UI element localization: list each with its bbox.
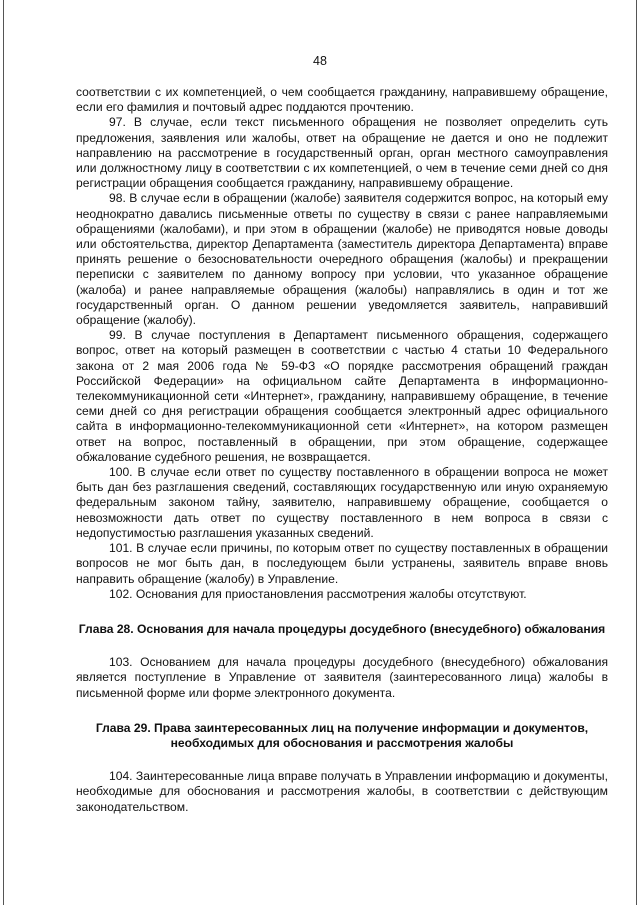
paragraph-continuation: соответствии с их компетенцией, о чем сообщается гражданину, направившему обращение, если его фамилия и почтовый адрес поддаются прочтению. bbox=[76, 85, 608, 115]
paragraph-101: 101. В случае если причины, по которым ответ по существу поставленных в обращении вопросов не мог быть дан, в последующем были устранены, заявитель вправе вновь направить обращение (жалобу) в Управление. bbox=[76, 541, 608, 586]
page-edge-left bbox=[3, 0, 4, 905]
chapter-28-heading: Глава 28. Основания для начала процедуры досудебного (внесудебного) обжалования bbox=[78, 621, 606, 636]
paragraph-100: 100. В случае если ответ по существу поставленного в обращении вопроса не может быть дан без разглашения сведений, составляющих государственную или иную охраняемую федеральным законом тайну, заявителю, направившему обращение, сообщается о невозможности дать ответ по существу поставленного в нем вопроса в связи с недопустимостью разглашения указанных сведений. bbox=[76, 465, 608, 540]
paragraph-99: 99. В случае поступления в Департамент письменного обращения, содержащего вопрос, ответ на который размещен в соответствии с частью 4 статьи 10 Федерального закона от 2 мая 2006 года № 59-ФЗ «О порядке рассмотрения обращений граждан Российской Федерации» на официальном сайте Департамента в информационно-телекоммуникационной сети «Интернет», гражданину, направившему обращение, в течение семи дней со дня регистрации обращения сообщается электронный адрес официального сайта в информационно-телекоммуникационной сети «Интернет», на котором размещен ответ на вопрос, поставленный в обращении, при этом обращение, содержащее обжалование судебного решения, не возвращается. bbox=[76, 328, 608, 464]
paragraph-98: 98. В случае если в обращении (жалобе) заявителя содержится вопрос, на который ему неоднократно давались письменные ответы по существу в связи с ранее направляемыми обращениями (жалобами), и при этом в обращении (жалобе) не приводятся новые доводы или обстоятельства, директор Департамента (заместитель директора Департамента) вправе принять решение о безосновательности очередного обращения (жалобы) и прекращении переписки с заявителем по данному вопросу при условии, что указанное обращение (жалоба) и ранее направляемые обращения (жалобы) направлялись в один и тот же государственный орган. О данном решении уведомляется заявитель, направивший обращение (жалобу). bbox=[76, 191, 608, 328]
chapter-29-heading: Глава 29. Права заинтересованных лиц на получение информации и документов, необходимых для обоснования и рассмотрения жалобы bbox=[95, 720, 589, 750]
paragraph-104: 104. Заинтересованные лица вправе получать в Управлении информацию и документы, необходимые для обоснования и рассмотрения жалобы, в соответствии с действующим законодательством. bbox=[76, 769, 608, 814]
page-number: 48 bbox=[313, 54, 327, 68]
paragraph-97: 97. В случае, если текст письменного обращения не позволяет определить суть предложения, заявления или жалобы, ответ на обращение не дается и оно не подлежит направлению на рассмотрение в государственный орган, орган местного самоуправления или должностному лицу в соответствии с их компетенцией, о чем в течение семи дней со дня регистрации обращения сообщается гражданину, направившему обращение. bbox=[76, 115, 608, 191]
document-body bbox=[76, 85, 608, 815]
page-edge-right bbox=[636, 0, 637, 905]
paragraph-103: 103. Основанием для начала процедуры досудебного (внесудебного) обжалования является поступление в Управление от заявителя (заинтересованного лица) жалобы в письменной форме или форме электронного документа. bbox=[76, 655, 608, 700]
paragraph-102: 102. Основания для приостановления рассмотрения жалобы отсутствуют. bbox=[109, 586, 527, 601]
